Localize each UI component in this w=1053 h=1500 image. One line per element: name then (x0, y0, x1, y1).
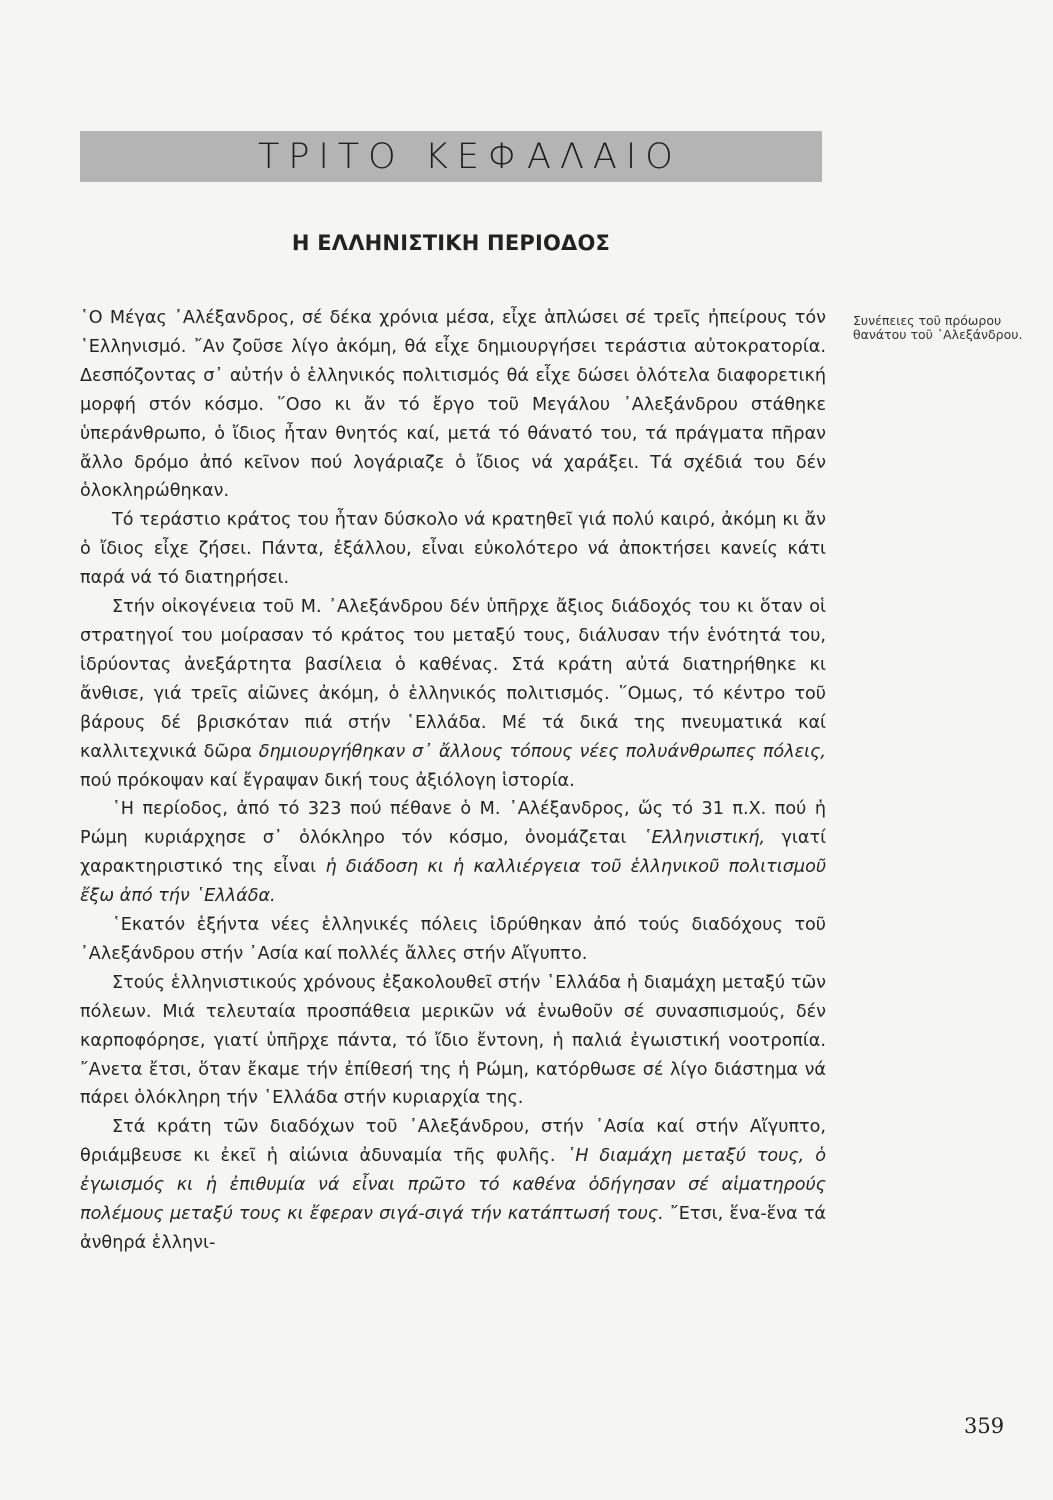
paragraph-3-end: πού πρόκοψαν καί ἔγραψαν δική τους ἀξιόλογη ἱστορία. (80, 770, 575, 791)
paragraph-4 (80, 795, 826, 911)
page-number: 359 (964, 1414, 1005, 1438)
paragraph-7-emphasis: ῾Η διαμάχη μεταξύ τους, ὁ ἐγωισμός κι ἡ ἐπιθυμία νά εἶναι πρῶτο τό καθένα ὁδήγησαν σέ αἱματηρούς πολέμους μεταξύ τους κι ἔφεραν σιγά-σιγά τήν κατάπτωσή τους. (80, 1146, 826, 1225)
paragraph-4-mid: γιατί χαρακτηριστικό της εἶναι (80, 828, 827, 878)
margin-note: Συνέπειες τοῦ πρόωρου θανάτου τοῦ ᾿Αλεξάνδρου. (853, 313, 1023, 342)
paragraph-3-emphasis: δημιουργήθηκαν σ᾿ ἄλλους τόπους νέες πολυάνθρωπες πόλεις, (258, 741, 826, 762)
paragraph-7-end: ῎Ετσι, ἕνα-ἕνα τά ἀνθηρά ἑλληνι- (80, 1204, 827, 1253)
body-text (80, 304, 826, 1258)
paragraph-3 (80, 593, 826, 795)
paragraph-7 (80, 1113, 826, 1258)
paragraph-6: Στούς ἑλληνιστικούς χρόνους ἐξακολουθεῖ στήν ῾Ελλάδα ἡ διαμάχη μεταξύ τῶν πόλεων. Μιά τελευταία προσπάθεια μερικῶν νά ἑνωθοῦν σέ συνασπισμούς, δέν καρποφόρησε, γιατί ὑπῆρχε πάντα, τό ἴδιο ἔντονη, ἡ παλιά ἐγωιστική νοοτροπία. ῎Ανετα ἔτσι, ὅταν ἔκαμε τήν ἐπίθεσή της ἡ Ρώμη, κατόρθωσε σέ λίγο διάστημα νά πάρει ὁλόκληρη τήν ῾Ελλάδα στήν κυριαρχία της. (80, 972, 826, 1109)
chapter-heading-band (80, 131, 822, 182)
paragraph-4-text: ῾Η περίοδος, ἀπό τό 323 πού πέθανε ὁ Μ. ᾿Αλέξανδρος, ὥς τό 31 π.Χ. πού ἡ Ρώμη κυριάρχησε σ᾿ ὁλόκληρο τόν κόσμο, ὀνομάζεται (80, 799, 826, 849)
section-title: Η ΕΛΛΗΝΙΣΤΙΚΗ ΠΕΡΙΟΔΟΣ (291, 231, 611, 255)
paragraph-4-emphasis-2: ἡ διάδοση κι ἡ καλλιέργεια τοῦ ἑλληνικοῦ πολιτισμοῦ ἔξω ἀπό τήν ῾Ελλάδα. (80, 857, 827, 907)
paragraph-1: ῾Ο Μέγας ᾿Αλέξανδρος, σέ δέκα χρόνια μέσα, εἶχε ἁπλώσει σέ τρεῖς ἠπείρους τόν ῾Ελληνισμό. ῎Αν ζοῦσε λίγο ἀκόμη, θά εἶχε δημιουργήσει τεράστια αὐτοκρατορία. Δεσπόζοντας σ᾿ αὐτήν ὁ ἑλληνικός πολιτισμός θά εἶχε δώσει ὁλότελα διαφορετική μορφή στόν κόσμο. ῞Οσο κι ἄν τό ἔργο τοῦ Μεγάλου ᾿Αλεξάνδρου στάθηκε ὑπεράνθρωπο, ὁ ἴδιος ἦταν θνητός καί, μετά τό θάνατό του, τά πράγματα πῆραν ἄλλο δρόμο ἀπό κεῖνον πού λογάριαζε ὁ ἴδιος νά χαράξει. Τά σχέδιά του δέν ὁλοκληρώθηκαν. (80, 308, 826, 502)
chapter-heading: ΤΡΙΤΟ ΚΕΦΑΛΑΙΟ (258, 136, 682, 177)
paragraph-2: Τό τεράστιο κράτος του ἦταν δύσκολο νά κρατηθεῖ γιά πολύ καιρό, ἀκόμη κι ἄν ὁ ἴδιος εἶχε ζήσει. Πάντα, ἐξάλλου, εἶναι εὐκολότερο νά ἀποκτήσει κανείς κάτι παρά νά τό διατηρήσει. (80, 510, 826, 589)
paragraph-7-text: Στά κράτη τῶν διαδόχων τοῦ ᾿Αλεξάνδρου, στήν ᾿Ασία καί στήν Αἴγυπτο, θριάμβευσε κι ἐκεῖ ἡ αἰώνια ἀδυναμία τῆς φυλῆς. (80, 1117, 826, 1167)
paragraph-5: ῾Εκατόν ἑξήντα νέες ἑλληνικές πόλεις ἱδρύθηκαν ἀπό τούς διαδόχους τοῦ ᾿Αλεξάνδρου στήν ᾿Ασία καί πολλές ἄλλες στήν Αἴγυπτο. (80, 915, 826, 964)
paragraph-4-emphasis-1: ῾Ελληνιστική, (642, 828, 766, 849)
paragraph-3-text: Στήν οἰκογένεια τοῦ Μ. ᾿Αλεξάνδρου δέν ὑπῆρχε ἄξιος διάδοχός του κι ὅταν οἱ στρατηγοί του μοίρασαν τό κράτος του μεταξύ τους, διάλυσαν τήν ἑνότητά του, ἱδρύοντας ἀνεξάρτητα βασίλεια ὁ καθένας. Στά κράτη αὐτά διατηρήθηκε κι ἄνθισε, γιά τρεῖς αἰῶνες ἀκόμη, ὁ ἑλληνικός πολιτισμός. ῞Ομως, τό κέντρο τοῦ βάρους δέ βρισκόταν πιά στήν ῾Ελλάδα. Μέ τά δικά της πνευματικά καί καλλιτεχνικά δῶρα (80, 597, 826, 762)
